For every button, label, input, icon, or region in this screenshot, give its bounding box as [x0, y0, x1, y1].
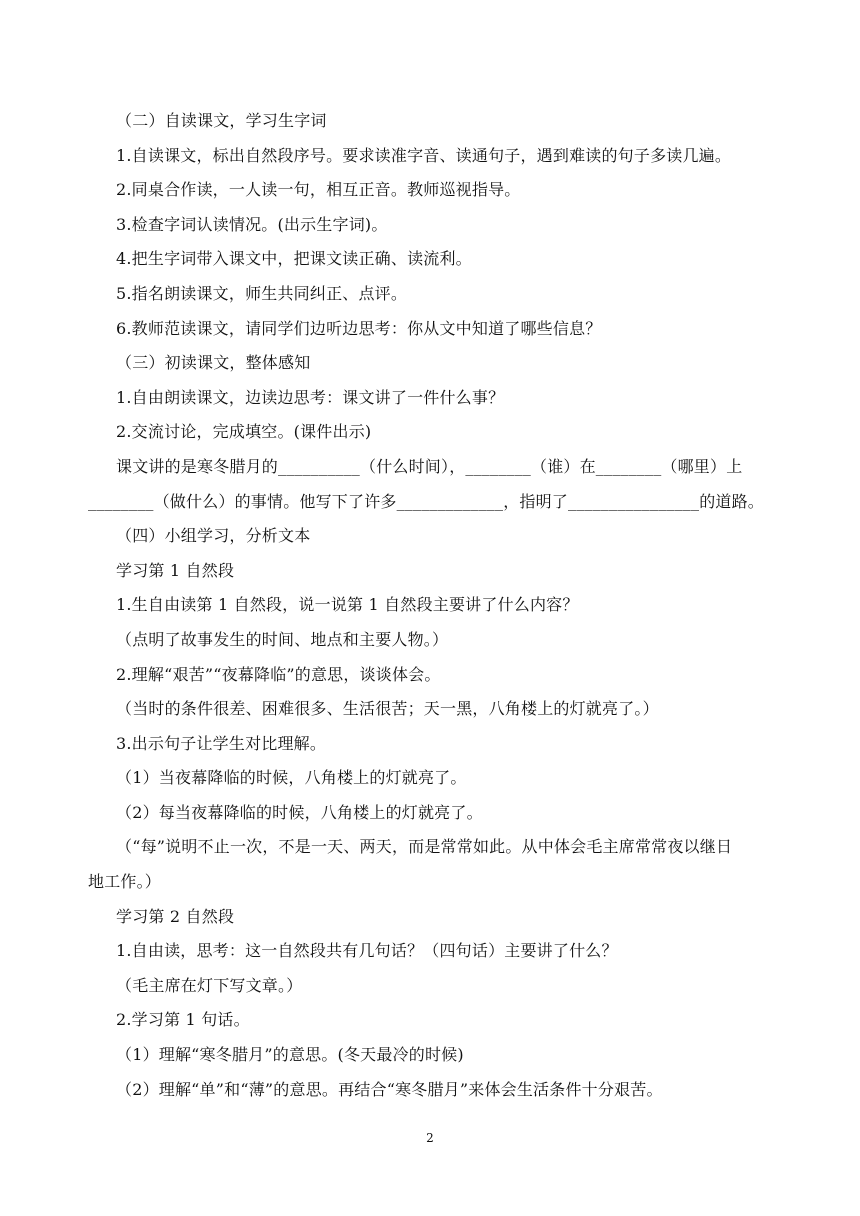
- document-body: [88, 110, 796, 1113]
- paragraph-line: 2.交流讨论，完成填空。(课件出示): [116, 422, 372, 442]
- page-number: 2: [426, 1131, 434, 1145]
- section-heading-4: （四）小组学习，分析文本: [116, 526, 311, 546]
- paragraph-line: 5.指名朗读课文，师生共同纠正、点评。: [116, 283, 408, 303]
- fill-in-blank-line-2: ________（做什么）的事情。他写下了许多_____________，指明了________________的道路。: [88, 491, 765, 511]
- paragraph-line: （点明了故事发生的时间、地点和主要人物。）: [116, 629, 449, 649]
- paragraph-line: （2）每当夜幕降临的时候，八角楼上的灯就亮了。: [116, 802, 483, 822]
- paragraph-line: （2）理解“单”和“薄”的意思。再结合“寒冬腊月”来体会生活条件十分艰苦。: [116, 1079, 663, 1099]
- paragraph-line: 1.自由读，思考：这一自然段共有几句话？（四句话）主要讲了什么？: [116, 941, 618, 961]
- section-heading-3: （三）初读课文，整体感知: [116, 353, 311, 373]
- paragraph-line: （1）当夜幕降临的时候，八角楼上的灯就亮了。: [116, 768, 467, 788]
- paragraph-line: 2.理解“艰苦”“夜幕降临”的意思，谈谈体会。: [116, 664, 441, 684]
- paragraph-line: （毛主席在灯下写文章。）: [116, 975, 303, 995]
- paragraph-line: （当时的条件很差、困难很多、生活很苦；天一黑，八角楼上的灯就亮了。）: [116, 699, 659, 719]
- paragraph-line: 6.教师范读课文，请同学们边听边思考：你从文中知道了哪些信息？: [116, 318, 602, 338]
- paragraph-line: 1.自由朗读课文，边读边思考：课文讲了一件什么事？: [116, 387, 505, 407]
- paragraph-line: 3.出示句子让学生对比理解。: [116, 733, 327, 753]
- paragraph-line: 1.自读课文，标出自然段序号。要求读准字音、读通句子，遇到难读的句子多读几遍。: [116, 145, 732, 165]
- paragraph-line: 2.学习第 1 句话。: [116, 1010, 250, 1030]
- paragraph-line: 地工作。）: [88, 872, 162, 892]
- paragraph-line: 2.同桌合作读，一人读一句，相互正音。教师巡视指导。: [116, 180, 521, 200]
- subsection-heading: 学习第 2 自然段: [116, 906, 235, 926]
- paragraph-line: （1）理解“寒冬腊月”的意思。(冬天最冷的时候): [116, 1045, 464, 1065]
- section-heading-2: （二）自读课文，学习生字词: [116, 111, 327, 130]
- fill-in-blank-line-1: 课文讲的是寒冬腊月的__________（什么时间），________（谁）在________（哪里）上: [116, 456, 743, 476]
- paragraph-line: 1.生自由读第 1 自然段，说一说第 1 自然段主要讲了什么内容？: [116, 595, 579, 615]
- paragraph-line: 4.把生字词带入课文中，把课文读正确、读流利。: [116, 249, 472, 269]
- subsection-heading: 学习第 1 自然段: [116, 560, 235, 580]
- paragraph-line: 3.检查字词认读情况。(出示生字词)。: [116, 214, 388, 234]
- paragraph-line: （“每”说明不止一次，不是一天、两天，而是常常如此。从中体会毛主席常常夜以继日: [116, 837, 733, 857]
